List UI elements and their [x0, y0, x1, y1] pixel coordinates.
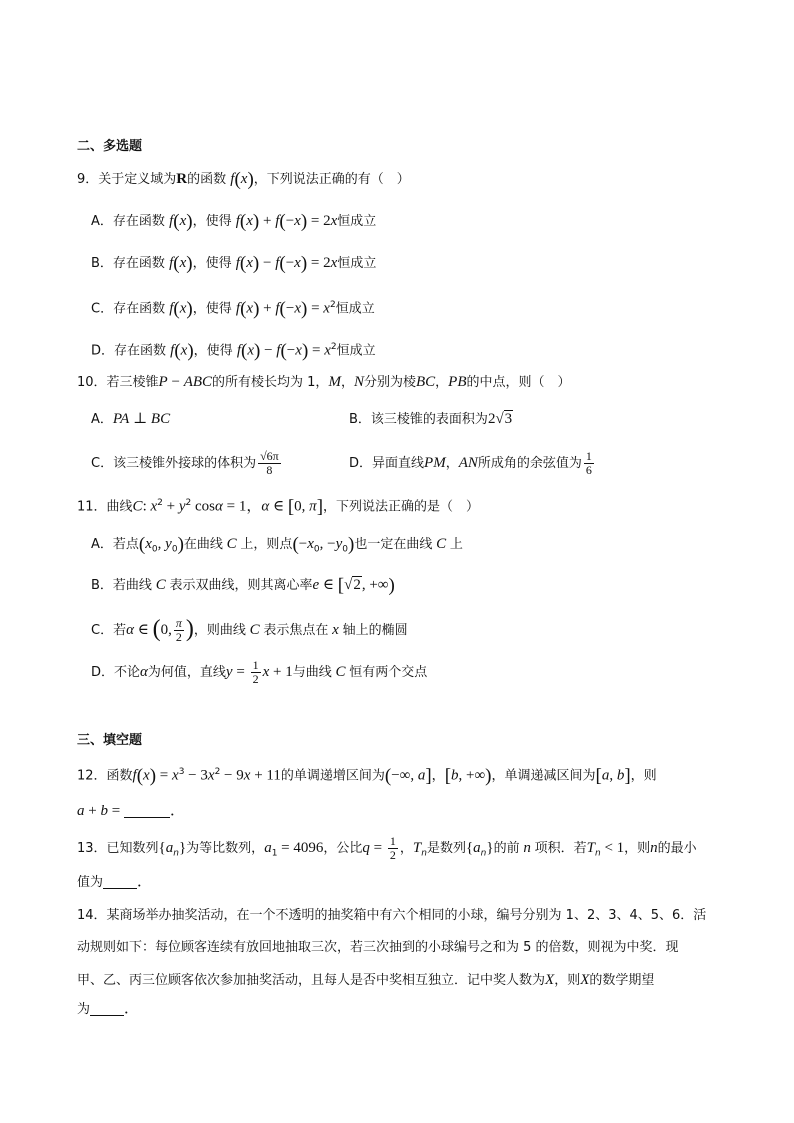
- q12-answer-blank[interactable]: [124, 817, 170, 818]
- q10-option-c[interactable]: C．该三棱锥外接球的体积为 $\frac{√6\pi}{8}$: [91, 449, 279, 477]
- q10-option-b[interactable]: B．该三棱锥的表面积为2√3: [349, 411, 513, 427]
- section-heading-multi: 二、多选题: [77, 139, 143, 154]
- q14-answer-blank[interactable]: [90, 1015, 124, 1016]
- q14-line-2: 动规则如下：每位顾客连续有放回地抽取三次，若三次抽到的小球编号之和为 5 的倍数，则视为中奖．现: [77, 940, 679, 955]
- q13-answer-blank[interactable]: [103, 888, 137, 889]
- section-heading-fill: 三、填空题: [77, 733, 143, 748]
- q10-stem: 10．若三棱锥P − ABC的所有棱长均为 1，M，N分别为棱BC，PB的中点，则（ ）: [77, 374, 571, 390]
- q14-line-1: 14．某商场举办抽奖活动，在一个不透明的抽奖箱中有六个相同的小球，编号分别为 1、2、3、4、5、6．活: [77, 908, 707, 923]
- q9-stem: 9．关于定义域为R的函数 f(x)，下列说法正确的有（ ）: [77, 169, 410, 190]
- q13-stem: 13．已知数列$\{a_n\}$为等比数列，$a_1 = 4096$，公比q = $\frac{1}{2}$ ，$T_n$是数列$\{a_n\}$的前 n 项积．若$T_n < 1$，则n的最小: [77, 834, 697, 862]
- q12-stem: 12．函数$f(x) = x^3 - 3x^2 - 9x + 11$的单调递增区间为(−∞, a]，[b, +∞)，单调递减区间为[a, b]，则: [77, 765, 657, 787]
- q12-answer-line: a + b = ．: [77, 803, 185, 819]
- q11-stem: 11．曲线C: $x^2 + y^2$ cosα = 1，α ∈ [0, π]，下列说法正确的是（ ）: [77, 496, 480, 518]
- q11-option-c[interactable]: C．若α ∈ (0, $\frac{\pi}{2}$ )，则曲线 C 表示焦点在 x 轴上的椭圆: [91, 616, 408, 644]
- q10-option-d[interactable]: D．异面直线PM，AN所成角的余弦值为 $\frac{1}{6}$: [349, 449, 592, 477]
- q13-answer-line: 值为 ．: [77, 874, 153, 890]
- q9-option-d[interactable]: D．存在函数 f(x)，使得 $f(x) - f(-x) = x^2$恒成立: [91, 340, 376, 362]
- q9-option-b[interactable]: B．存在函数 f(x)，使得 f(x) − f(−x) = 2x恒成立: [91, 253, 377, 274]
- q14-answer-line: 为 ．: [77, 1001, 140, 1017]
- q14-line-3: 甲、乙、丙三位顾客依次参加抽奖活动，且每人是否中奖相互独立．记中奖人数为X，则X的数学期望: [77, 972, 655, 988]
- q9-option-c[interactable]: C．存在函数 f(x)，使得 $f(x) + f(-x) = x^2$恒成立: [91, 298, 375, 320]
- q11-option-a[interactable]: A．若点($x_0$, $y_0$)在曲线 C 上，则点($-x_0$, $-y_0$)也一定在曲线 C 上: [91, 534, 463, 555]
- q9-option-a[interactable]: A．存在函数 f(x)，使得 f(x) + f(−x) = 2x恒成立: [91, 211, 377, 232]
- q11-option-d[interactable]: D．不论α为何值，直线y = $\frac{1}{2}$ x + 1与曲线 C 恒有两个交点: [91, 658, 428, 686]
- q10-option-a[interactable]: A．PA ⊥ BC: [91, 411, 171, 427]
- q11-option-b[interactable]: B．若曲线 C 表示双曲线，则其离心率e ∈ [√2, +∞): [91, 575, 395, 596]
